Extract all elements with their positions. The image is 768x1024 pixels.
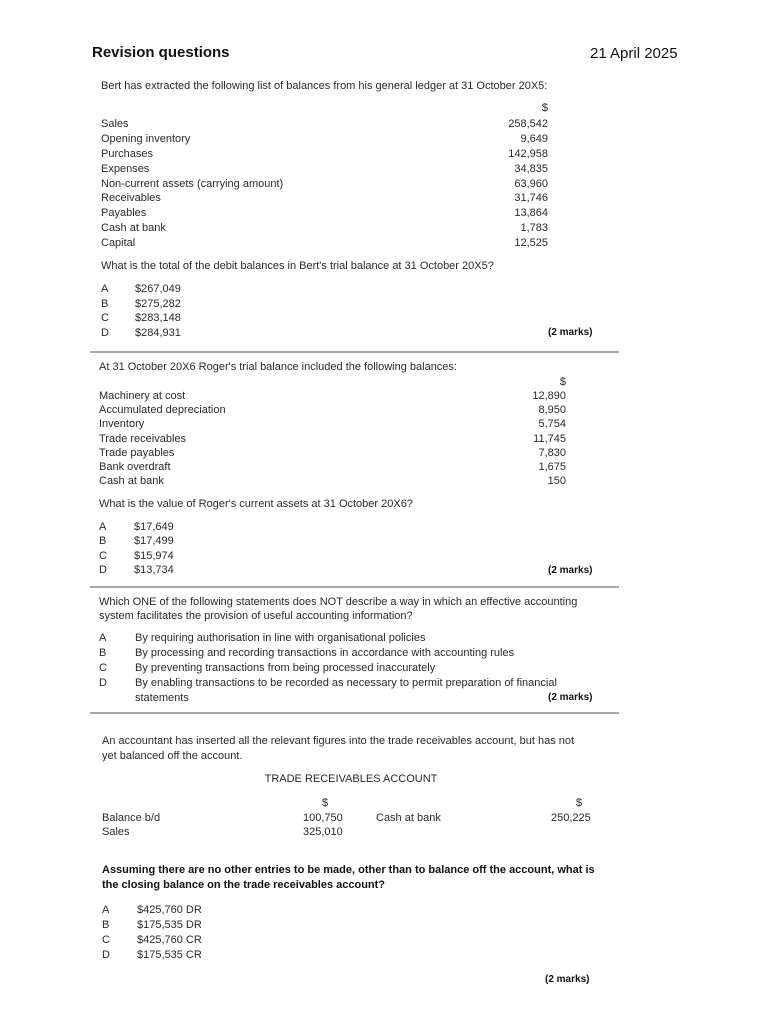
option-letter: A: [99, 521, 107, 533]
q2-row-label: Machinery at cost: [99, 390, 186, 402]
option-letter: C: [99, 662, 107, 674]
debit-entry-value: 325,010: [303, 826, 343, 838]
q2-marks: (2 marks): [548, 565, 593, 576]
option-letter: B: [102, 919, 110, 931]
q1-row-label: Cash at bank: [101, 222, 166, 234]
q3-marks: (2 marks): [548, 692, 593, 703]
credit-entry-label: Cash at bank: [376, 812, 441, 824]
q1-row-label: Non-current assets (carrying amount): [101, 178, 284, 190]
option-letter: D: [101, 327, 109, 339]
option-text: $13,734: [134, 564, 174, 576]
q1-row-value: 9,649: [520, 133, 548, 145]
debit-currency-header: $: [322, 797, 329, 809]
q1-row-label: Receivables: [101, 192, 161, 204]
q1-row-value: 1,783: [520, 222, 548, 234]
option-text: $283,148: [135, 312, 181, 324]
option-letter: C: [102, 934, 110, 946]
q1-row-label: Expenses: [101, 163, 150, 175]
option-text: $15,974: [134, 550, 174, 562]
q4-question-line: the closing balance on the trade receivables account?: [102, 879, 386, 891]
q4-question-line: Assuming there are no other entries to be made, other than to balance off the account, what is: [102, 864, 595, 876]
q1-row-value: 12,525: [514, 237, 548, 249]
option-letter: B: [99, 647, 107, 659]
option-text: $175,535 CR: [137, 949, 202, 961]
q2-intro: At 31 October 20X6 Roger's trial balance included the following balances:: [99, 361, 457, 373]
option-text: $17,649: [134, 521, 174, 533]
q1-row-value: 142,958: [508, 148, 548, 160]
q1-row-label: Capital: [101, 237, 136, 249]
option-text: $425,760 DR: [137, 904, 202, 916]
account-title: TRADE RECEIVABLES ACCOUNT: [264, 773, 438, 785]
option-text: By enabling transactions to be recorded as necessary to permit preparation of financial: [135, 677, 557, 689]
option-text: $275,282: [135, 298, 181, 310]
credit-entry-value: 250,225: [551, 812, 591, 824]
option-letter: B: [101, 298, 109, 310]
q2-row-value: 1,675: [538, 461, 566, 473]
q1-question: What is the total of the debit balances in Bert's trial balance at 31 October 20X5?: [101, 260, 494, 272]
option-text: $284,931: [135, 327, 181, 339]
q1-row-label: Purchases: [101, 148, 153, 160]
q1-row-label: Payables: [101, 207, 147, 219]
divider: [90, 351, 619, 353]
option-letter: D: [102, 949, 110, 961]
option-letter: D: [99, 677, 107, 689]
q1-intro: Bert has extracted the following list of balances from his general ledger at 31 October 20X5:: [101, 80, 548, 92]
option-letter: C: [101, 312, 109, 324]
q2-row-label: Trade receivables: [99, 433, 187, 445]
q1-row-value: 13,864: [514, 207, 548, 219]
q2-row-label: Cash at bank: [99, 475, 164, 487]
option-letter: B: [99, 535, 107, 547]
q1-row-value: 63,960: [514, 178, 548, 190]
q2-row-label: Accumulated depreciation: [99, 404, 226, 416]
page-title: Revision questions: [92, 44, 230, 61]
q1-row-value: 31,746: [514, 192, 548, 204]
page-date: 21 April 2025: [590, 45, 678, 62]
q2-question: What is the value of Roger's current assets at 31 October 20X6?: [99, 498, 413, 510]
debit-entry-value: 100,750: [303, 812, 343, 824]
option-text: By processing and recording transactions in accordance with accounting rules: [135, 647, 515, 659]
q1-row-label: Opening inventory: [101, 133, 191, 145]
q2-row-value: 5,754: [538, 418, 566, 430]
q2-row-value: 7,830: [538, 447, 566, 459]
option-letter: A: [101, 283, 109, 295]
q3-question-line: system facilitates the provision of useful accounting information?: [99, 610, 413, 622]
q2-row-value: 8,950: [538, 404, 566, 416]
q1-currency-header: $: [541, 102, 548, 114]
q4-intro-line: yet balanced off the account.: [102, 750, 243, 762]
q2-row-value: 11,745: [533, 433, 566, 445]
q1-row-value: 34,835: [514, 163, 548, 175]
option-text: $17,499: [134, 535, 174, 547]
option-text-continued: statements: [135, 692, 189, 704]
option-letter: D: [99, 564, 107, 576]
option-text: $175,535 DR: [137, 919, 202, 931]
q2-row-label: Inventory: [99, 418, 145, 430]
option-text: $425,760 CR: [137, 934, 202, 946]
q1-marks: (2 marks): [548, 327, 593, 338]
divider: [90, 586, 619, 588]
option-text: $267,049: [135, 283, 181, 295]
q2-row-label: Bank overdraft: [99, 461, 171, 473]
option-text: By requiring authorisation in line with organisational policies: [135, 632, 426, 644]
option-text: By preventing transactions from being processed inaccurately: [135, 662, 436, 674]
q2-row-label: Trade payables: [99, 447, 175, 459]
credit-currency-header: $: [576, 797, 583, 809]
q4-intro-line: An accountant has inserted all the relevant figures into the trade receivables account, but has not: [102, 735, 575, 747]
q2-row-value: 150: [547, 475, 566, 487]
q1-row-value: 258,542: [508, 118, 548, 130]
option-letter: C: [99, 550, 107, 562]
debit-entry-label: Sales: [102, 826, 130, 838]
q3-question-line: Which ONE of the following statements does NOT describe a way in which an effective accounting: [99, 596, 578, 608]
option-letter: A: [99, 632, 107, 644]
q2-row-value: 12,890: [532, 390, 566, 402]
q1-row-label: Sales: [101, 118, 129, 130]
debit-entry-label: Balance b/d: [102, 812, 161, 824]
divider: [90, 712, 619, 714]
q2-currency-header: $: [559, 376, 566, 388]
option-letter: A: [102, 904, 110, 916]
q4-marks: (2 marks): [545, 974, 590, 985]
